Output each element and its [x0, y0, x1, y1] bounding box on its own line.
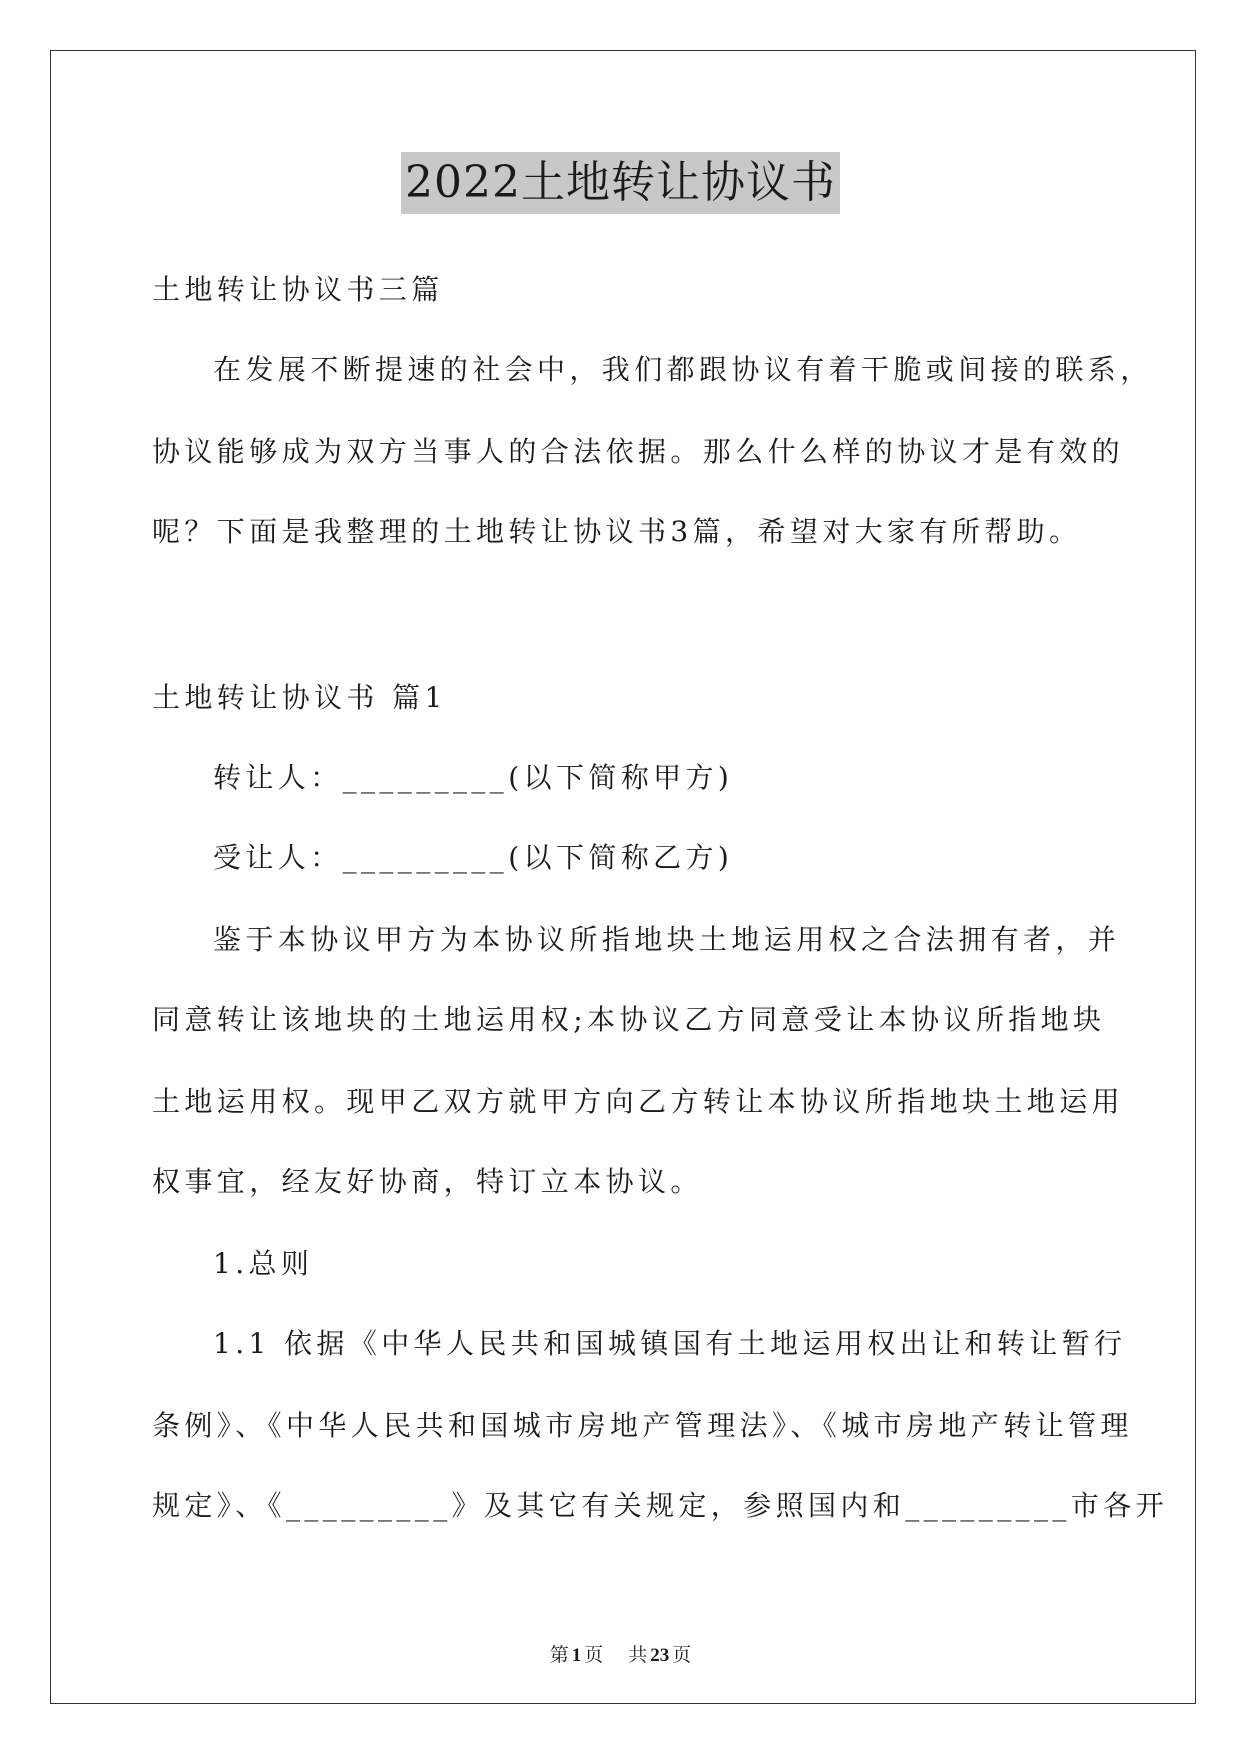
intro-line-1: 在发展不断提速的社会中，我们都跟协议有着干脆或间接的联系，	[213, 353, 1153, 386]
footer-total-pages: 23	[650, 1645, 670, 1666]
footer-total-prefix: 共	[628, 1645, 648, 1666]
transferor-line: 转让人：_________(以下简称甲方)	[213, 761, 734, 794]
document-title: 2022土地转让协议书	[401, 152, 840, 214]
title-container	[0, 152, 1241, 214]
clause-1-1-line-2: 条例》、《中华人民共和国城市房地产管理法》、《城市房地产转让管理	[152, 1409, 1133, 1442]
clause-heading: 1.总则	[213, 1247, 314, 1280]
intro-line-3: 呢？下面是我整理的土地转让协议书3篇，希望对大家有所帮助。	[152, 515, 1082, 548]
transferee-line: 受让人：_________(以下简称乙方)	[213, 841, 734, 874]
body-line-3: 土地运用权。现甲乙双方就甲方向乙方转让本协议所指地块土地运用	[152, 1085, 1125, 1118]
body-line-2: 同意转让该地块的土地运用权;本协议乙方同意受让本协议所指地块	[152, 1003, 1106, 1036]
footer-page-prefix: 第	[549, 1645, 569, 1666]
intro-line-2: 协议能够成为双方当事人的合法依据。那么什么样的协议才是有效的	[152, 435, 1125, 468]
section-heading: 土地转让协议书 篇1	[152, 681, 447, 714]
page-footer	[0, 1640, 1241, 1667]
footer-page-number: 1	[571, 1645, 582, 1666]
document-subtitle: 土地转让协议书三篇	[152, 273, 444, 306]
body-line-1: 鉴于本协议甲方为本协议所指地块土地运用权之合法拥有者，并	[213, 923, 1121, 956]
clause-1-1-line-3: 规定》、《_________》及其它有关规定，参照国内和_________市各开	[152, 1489, 1169, 1522]
clause-1-1-line-1: 1.1 依据《中华人民共和国城镇国有土地运用权出让和转让暂行	[213, 1327, 1127, 1360]
footer-page-suffix: 页	[584, 1645, 604, 1666]
body-line-4: 权事宜，经友好协商，特订立本协议。	[152, 1165, 703, 1198]
footer-total-suffix: 页	[672, 1645, 692, 1666]
